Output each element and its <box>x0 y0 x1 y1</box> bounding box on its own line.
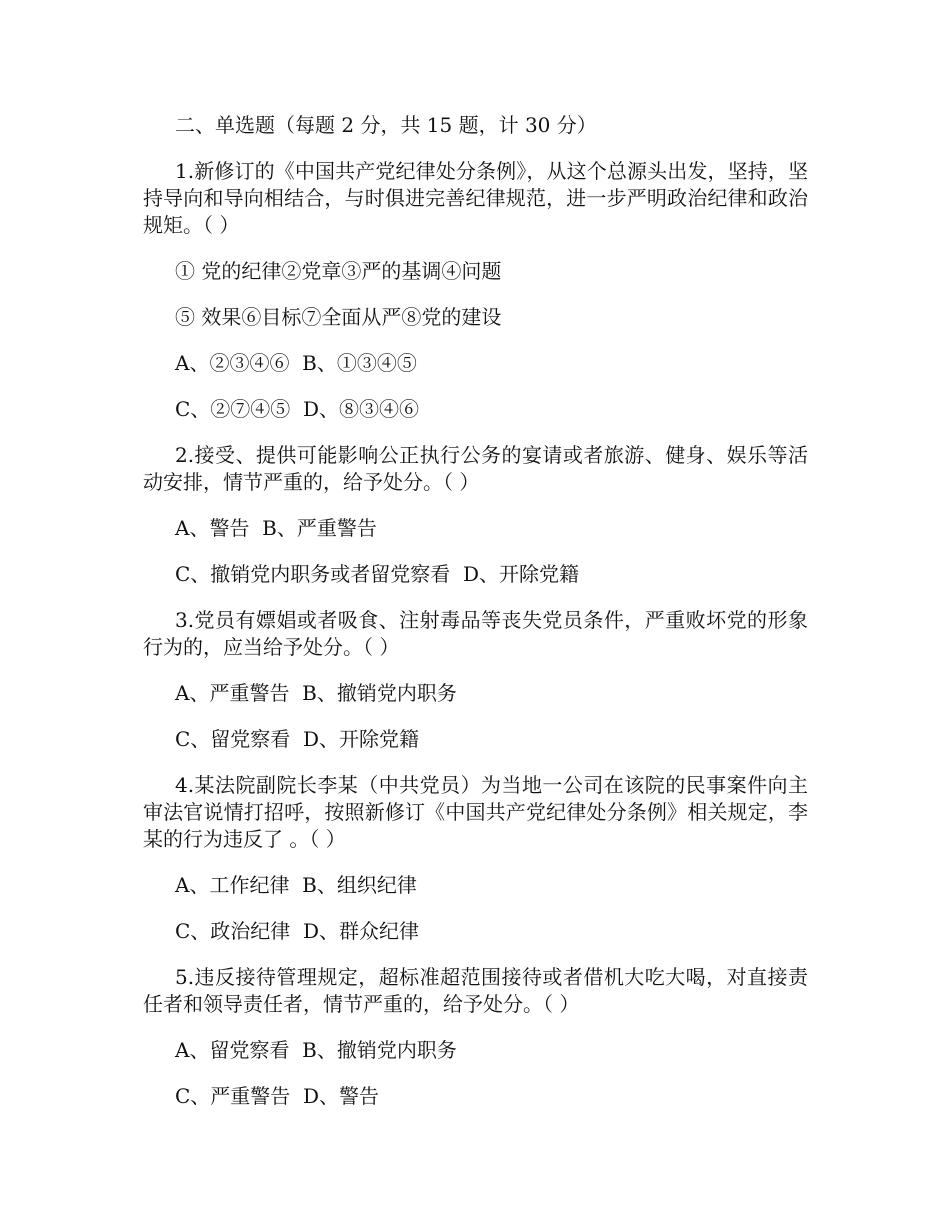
question-3-stem: 3.党员有嫖娼或者吸食、注射毒品等丧失党员条件，严重败坏党的形象行为的，应当给予处分。（ ） <box>143 608 808 659</box>
section-title: 二、单选题（每题 2 分，共 15 题，计 30 分） <box>175 113 597 137</box>
question-3-options-ab: A、严重警告 B、撤销党内职务 <box>175 681 457 705</box>
question-4-options-cd: C、政治纪律 D、群众纪律 <box>175 919 420 943</box>
question-1-item-list-line-2: ⑤ 效果⑥目标⑦全面从严⑧党的建设 <box>175 305 502 329</box>
question-5-options-cd: C、严重警告 D、警告 <box>175 1084 380 1108</box>
question-5-options-ab: A、留党察看 B、撤销党内职务 <box>175 1038 457 1062</box>
question-2-options-ab: A、警告 B、严重警告 <box>175 516 377 540</box>
document-content <box>143 112 808 1129</box>
question-3-options-cd: C、留党察看 D、开除党籍 <box>175 727 420 751</box>
question-1-options-ab: A、②③④⑥ B、①③④⑤ <box>175 351 417 375</box>
question-2-options-cd: C、撤销党内职务或者留党察看 D、开除党籍 <box>175 562 580 586</box>
question-4-stem: 4.某法院副院长李某（中共党员）为当地一公司在该院的民事案件向主审法官说情打招呼，按照新修订《中国共产党纪律处分条例》相关规定，李某的行为违反了 。（ ） <box>143 773 808 851</box>
question-1-stem: 1.新修订的《中国共产党纪律处分条例》，从这个总源头出发，坚持，坚持导向和导向相结合，与时俱进完善纪律规范，进一步严明政治纪律和政治规矩。（ ） <box>143 159 808 237</box>
question-2-stem: 2.接受、提供可能影响公正执行公务的宴请或者旅游、健身、娱乐等活动安排，情节严重的，给予处分。（ ） <box>143 443 808 494</box>
question-4-options-ab: A、工作纪律 B、组织纪律 <box>175 873 417 897</box>
question-1-item-list-line-1: ① 党的纪律②党章③严的基调④问题 <box>175 259 502 283</box>
question-5-stem: 5.违反接待管理规定，超标准超范围接待或者借机大吃大喝，对直接责任者和领导责任者，情节严重的，给予处分。（ ） <box>143 965 808 1016</box>
question-1-options-cd: C、②⑦④⑤ D、⑧③④⑥ <box>175 397 420 421</box>
